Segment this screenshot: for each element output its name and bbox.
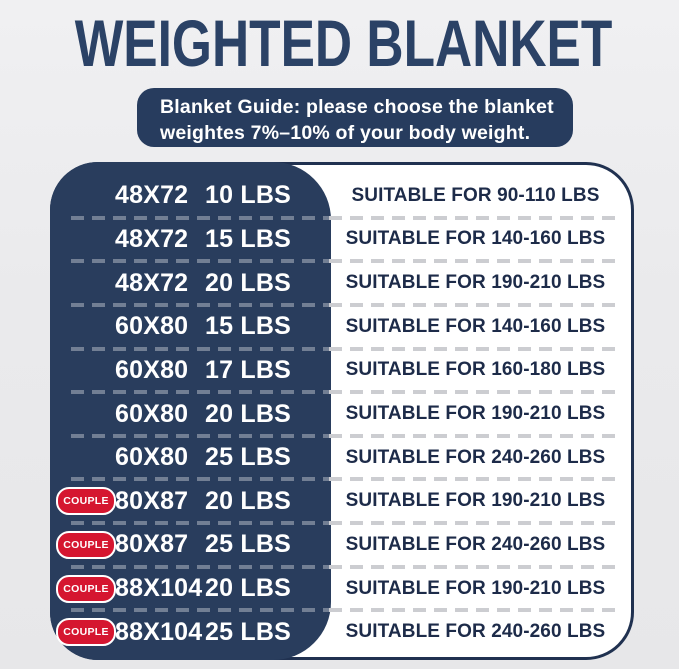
- size-label: 88X104: [115, 617, 203, 646]
- table-row: [50, 392, 634, 436]
- size-label: 80X87: [115, 530, 189, 559]
- size-label: 60X80: [115, 443, 189, 472]
- table-row: [50, 305, 634, 349]
- weight-label: 10 LBS: [205, 181, 291, 210]
- suitable-label: SUITABLE FOR 140-160 LBS: [345, 228, 606, 250]
- weight-label: 20 LBS: [205, 399, 291, 428]
- couple-badge: COUPLE: [56, 531, 116, 559]
- table-row: [50, 479, 634, 523]
- couple-badge: COUPLE: [56, 575, 116, 603]
- table-row: [50, 523, 634, 567]
- suitable-label: SUITABLE FOR 240-260 LBS: [345, 621, 606, 643]
- weight-label: 15 LBS: [205, 224, 291, 253]
- table-row: [50, 174, 634, 218]
- weight-label: 20 LBS: [205, 574, 291, 603]
- weight-label: 15 LBS: [205, 312, 291, 341]
- couple-badge: COUPLE: [56, 487, 116, 515]
- suitable-label: SUITABLE FOR 140-160 LBS: [345, 315, 606, 337]
- table-row: [50, 436, 634, 480]
- table-row: [50, 567, 634, 611]
- size-label: 60X80: [115, 399, 189, 428]
- suitable-label: SUITABLE FOR 190-210 LBS: [345, 577, 606, 599]
- table-row: [50, 349, 634, 393]
- table-row: [50, 218, 634, 262]
- couple-badge: COUPLE: [56, 618, 116, 646]
- suitable-label: SUITABLE FOR 240-260 LBS: [345, 533, 606, 555]
- size-label: 80X87: [115, 486, 189, 515]
- weight-label: 25 LBS: [205, 617, 291, 646]
- suitable-label: SUITABLE FOR 190-210 LBS: [345, 403, 606, 425]
- suitable-label: SUITABLE FOR 160-180 LBS: [345, 359, 606, 381]
- size-label: 88X104: [115, 574, 203, 603]
- blanket-guide-banner: [137, 88, 573, 147]
- page-title: WEIGHTED BLANKET: [74, 6, 613, 80]
- banner-line-2: weightes 7%–10% of your body weight.: [160, 121, 531, 144]
- banner-line-1: Blanket Guide: please choose the blanket: [160, 95, 554, 118]
- size-label: 48X72: [115, 181, 189, 210]
- size-label: 60X80: [115, 312, 189, 341]
- size-label: 48X72: [115, 268, 189, 297]
- weight-label: 20 LBS: [205, 486, 291, 515]
- size-chart-rows: [50, 162, 634, 660]
- suitable-label: SUITABLE FOR 190-210 LBS: [345, 490, 606, 512]
- weight-label: 20 LBS: [205, 268, 291, 297]
- suitable-label: SUITABLE FOR 240-260 LBS: [345, 446, 606, 468]
- suitable-label: SUITABLE FOR 90-110 LBS: [351, 184, 600, 206]
- table-row: [50, 610, 634, 654]
- size-label: 60X80: [115, 355, 189, 384]
- size-chart-card: [50, 162, 634, 660]
- weight-label: 17 LBS: [205, 355, 291, 384]
- size-label: 48X72: [115, 224, 189, 253]
- table-row: [50, 261, 634, 305]
- weight-label: 25 LBS: [205, 443, 291, 472]
- weight-label: 25 LBS: [205, 530, 291, 559]
- suitable-label: SUITABLE FOR 190-210 LBS: [345, 272, 606, 294]
